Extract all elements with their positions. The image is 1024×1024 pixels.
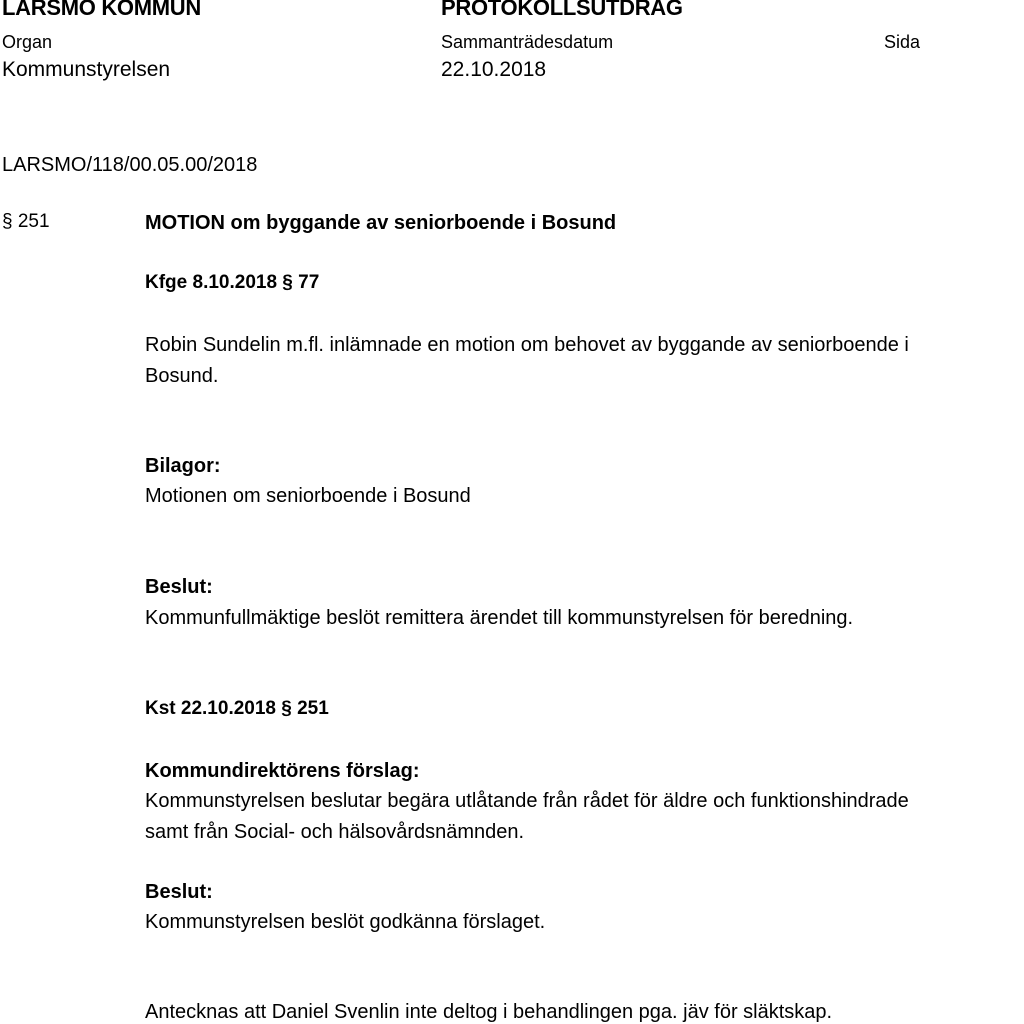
kst-decision-label: Beslut: [145,881,213,903]
document-type: PROTOKOLLSUTDRAG [441,0,683,20]
kst-reference: Kst 22.10.2018 § 251 [145,698,329,719]
kst-decision-text: Kommunstyrelsen beslöt godkänna förslaget. [145,911,546,933]
attachments-label: Bilagor: [145,455,221,477]
organ-value: Kommunstyrelsen [2,58,171,81]
page-label: Sida [884,32,921,52]
diary-number: LARSMO/118/00.05.00/2018 [2,154,258,176]
organ-label: Organ [2,32,53,52]
proposal-line1: Kommunstyrelsen beslutar begära utlåtande från rådet för äldre och funktionshindrade [145,790,909,812]
kfge-decision-label: Beslut: [145,576,213,598]
section-number: § 251 [2,211,50,232]
kfge-text-line2: Bosund. [145,365,219,387]
proposal-label: Kommundirektörens förslag: [145,760,420,782]
case-title: MOTION om byggande av seniorboende i Bosund [145,212,617,234]
recusal-note: Antecknas att Daniel Svenlin inte deltog i behandlingen pga. jäv för släktskap. [145,1001,833,1023]
proposal-line2: samt från Social- och hälsovårdsnämnden. [145,821,525,843]
kfge-text-line1: Robin Sundelin m.fl. inlämnade en motion om behovet av byggande av seniorboende i [145,334,909,356]
municipality-name: LARSMO KOMMUN [2,0,201,20]
kfge-reference: Kfge 8.10.2018 § 77 [145,272,320,293]
kfge-decision-text: Kommunfullmäktige beslöt remittera ärendet till kommunstyrelsen för beredning. [145,607,854,629]
meeting-date-value: 22.10.2018 [441,58,547,81]
attachments-item: Motionen om seniorboende i Bosund [145,485,471,507]
meeting-date-label: Sammanträdesdatum [441,32,614,52]
